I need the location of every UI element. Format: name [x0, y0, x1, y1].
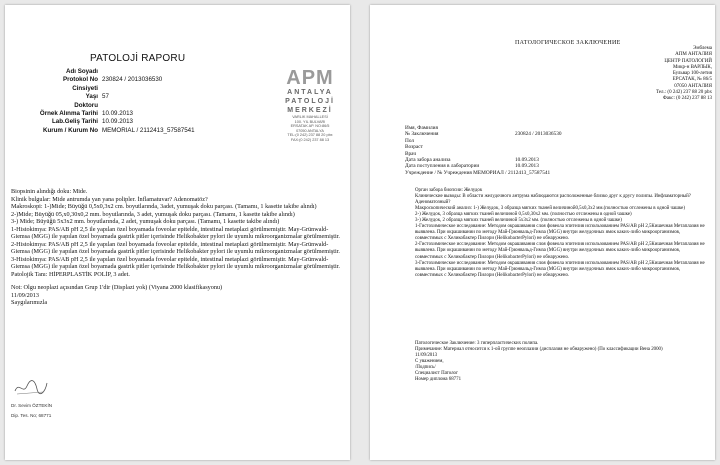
logo-brand-line: ANTALYA: [287, 89, 333, 96]
report-paragraph: 2-) Желудок, 3 образца мягких тканей величиной 0,5x0,30x2 мм. (полностью отслежены в одной чашке): [415, 212, 632, 218]
field-value: 230824 / 2013036530: [102, 76, 163, 84]
info-row: [405, 170, 705, 176]
field-value: 10.09.2013: [515, 163, 539, 170]
report-paragraph: 2-Histokimya: PAS/AB pH 2,5 ile yapılan özel boyamada foveolar epitelde, intestinal metaplazi görülmemiştir. May-Grünwald-Giemsa (MGG) ile yapılan özel boyamada gastrik pitler içerisinde Helikobakter pylori ile uyumlu mikroorganizmalar görülmemiştir.: [11, 240, 340, 255]
logo-address-line: FAX:(0 242) 237 88 13: [290, 137, 330, 142]
closing-block: [415, 341, 675, 383]
address-line: Бульвар 100-летия: [672, 71, 712, 77]
field-label: Protokol No: [62, 76, 98, 84]
info-row: [5, 127, 235, 135]
closing-line: Специалист Патолог: [415, 371, 459, 377]
closing-line: 11/09/2013: [415, 353, 438, 359]
field-label: Yaşı: [85, 93, 98, 101]
report-title: PATOLOJİ RAPORU: [90, 53, 186, 64]
field-label: Пол: [405, 137, 415, 144]
apm-logo: [276, 68, 344, 143]
address-line: ЦЕНТР ПАТОЛОГИЙ: [664, 58, 712, 64]
report-paragraph: Patolojik Tanı: HİPERPLASTİK POLİP, 3 adet.: [11, 270, 130, 278]
patient-info: [5, 68, 235, 135]
report-paragraph: 3-) Желудок, 2 образца мягких тканей величиной 5x3x2 мм. (полностью отслежены в одной чашке): [415, 218, 622, 224]
report-paragraph: Клинические выводы: В области желудочного антрума наблюдаются расположенные близко друг к другу полипы. Инфламаторный? Аденоматозный?: [415, 194, 691, 206]
diploma-number: Dip. Tes. No; 68771: [11, 413, 52, 418]
field-value: 10.09.2013: [515, 156, 539, 163]
address-line: Микр-н ВАРЛЫК,: [672, 64, 712, 70]
logo-brand-line: MERKEZİ: [287, 107, 333, 114]
address-line: АПМ АНТАЛИЯ: [675, 52, 712, 58]
report-paragraph: Not: Olgu neoplazi açısından Grup 1'dir (Displazi yok) (Viyana 2000 klasifikasyonu): [11, 284, 223, 291]
info-row: [5, 85, 235, 93]
logo-address-line: TEL:(0 242) 237 88 20 pbx: [287, 133, 333, 138]
field-label: Kurum / Kurum No: [43, 126, 98, 134]
signature-scrawl-icon: [13, 377, 49, 397]
report-paragraph: 11/09/2013: [11, 291, 39, 299]
logo-address-line: ERSATAK AP. NO:86/5: [290, 124, 330, 129]
report-body: [415, 188, 705, 279]
report-paragraph: Biopsinin alındığı doku: Mide.: [11, 188, 88, 195]
field-label: Lab.Geliş Tarihi: [52, 118, 98, 126]
closing-line: Номер диплома 68771: [415, 377, 462, 383]
turkish-report-page: [5, 5, 350, 460]
field-label: Doktoru: [74, 101, 98, 109]
info-row: [5, 118, 235, 126]
address-line: ЕРСАТАК, № 86/5: [672, 77, 712, 83]
report-paragraph: 3-) Mide; Büyüğü 5x3x2 mm. boyutlarında, 2 adet, yumuşak doku parçası. (Tamamı, 1 kasette takibe alındı): [11, 218, 280, 225]
field-label: Имя, Фамилия: [405, 125, 438, 131]
report-paragraph: 1-Гистохимическое исследование: Методом окрашивания слоя фовеола эпителия использованием PAS/AB pH 2,5Кишечная Метаплазия не выявлена. При окрашивании по методу Май-Грюнвальд-Гимза (MGG) внутри желудочных ямок каких-либо микроорганизмов, совместимых с Хеликобактер Пилори (HelikobacterPylori) не обнаружено.: [415, 224, 705, 242]
field-value: 57: [102, 93, 109, 101]
report-paragraph: 2-Гистохимическое исследование: Методом окрашивания слоя фовеола эпителия использованием PAS/AB pH 2,5Кишечная Метаплазия не выявлена. При окрашивании по методу Май-Грюнвальд-Гимза (MGG) внутри желудочных ямок каких-либо микроорганизмов, совместимых с Хеликобактер Пилори (HelikobacterPylori) не обнаружено.: [415, 242, 705, 260]
address-line: Эмблема: [693, 46, 712, 51]
russian-report-page: [370, 5, 715, 460]
field-label: № Заключения: [405, 131, 439, 138]
closing-line: С уважением,: [415, 359, 444, 365]
address-line: Факс: (0 242) 237 88 13: [662, 96, 712, 102]
logo-address-line: VARLIK MAHALLESİ: [292, 115, 328, 119]
report-paragraph: Saygılarımızla: [11, 299, 48, 306]
report-paragraph: 2-)Mide; Büyüğü 05,x0,30x0,2 mm. boyutlarında, 3 adet, yumuşak doku parçası. (Tamamı, 1 kasette takibe alındı): [11, 210, 295, 218]
report-body: [11, 188, 345, 307]
field-label: Возраст: [405, 144, 423, 151]
signatory-name: Dr. Sevim ÖZTEKİN: [11, 403, 53, 408]
field-value: 230824 / 2013036530: [515, 131, 562, 138]
field-label: Дата забора анализа: [405, 156, 451, 163]
info-row: [5, 76, 235, 84]
patient-info: [405, 125, 705, 176]
logo-address-line: 07050 ANTALYA: [296, 128, 324, 133]
signature-block: [11, 401, 52, 421]
field-label: Врач: [405, 150, 416, 157]
field-label: Учреждение / № Учреждения МЕМОРИАЛ / 2112413_57587541: [405, 169, 551, 176]
logo-brand-line: PATOLOJİ: [285, 98, 335, 105]
closing-line: Примечание: Материал относится к 1-ой группе неоплазии (дисплазия не обнаружено) (По классификации Вена 2000): [415, 347, 663, 353]
field-label: Örnek Alınma Tarihi: [39, 109, 98, 117]
report-paragraph: Klinik bulgular: Mide antrumda yan yana polipler. İnflamatuvar? Adenomatöz?: [11, 195, 208, 203]
closing-line: /Подпись/: [415, 365, 436, 371]
logo-acronym: APM: [286, 67, 334, 89]
field-label: Cinsiyeti: [72, 84, 98, 92]
report-paragraph: 3-Гистохимическое исследование: Методом окрашивания слоя фовеола эпителия использованием PAS/AB pH 2,5Кишечная Метаплазия не выявлена. При окрашивании по методу Май-Грюнвальд-Гимза (MGG) внутри желудочных ямок каких-либо микроорганизмов, совместимых с Хеликобактер Пилори (HelikobacterPylori) не обнаружено.: [415, 260, 705, 278]
logo-address-line: 100. YIL BULVARI: [294, 119, 326, 124]
report-paragraph: Makroskopi: 1-)Mide; Büyüğü 0,5x0,3x2 cm. boyutlarında, 3adet, yumuşak doku parçası. (Tamamı, 1 kasette takibe alındı): [11, 203, 317, 210]
field-value: 10.09.2013: [102, 109, 133, 117]
address-line: Тел.: (0 242) 237 88 20 pbx: [655, 90, 712, 96]
report-paragraph: 1-Histokimya: PAS/AB pH 2,5 ile yapılan özel boyamada foveolar epitelde, intestinal metaplazi görülmemiştir. May-Grünwald-Giemsa (MGG) ile yapılan özel boyamada gastrik pitler içerisinde Helikobakter pylori ile uyumlu mikroorganizmalar görülmemiştir.: [11, 225, 340, 240]
field-label: Дата поступления в лаборатории: [405, 163, 480, 170]
report-paragraph: Орган забора биопсии: Желудок: [415, 188, 483, 193]
report-title: ПАТОЛОГИЧЕСКОЕ ЗАКЛЮЧЕНИЕ: [515, 40, 621, 46]
address-block: [628, 46, 712, 103]
report-paragraph: 3-Histokimya: PAS/AB pH 2,5 ile yapılan özel boyamada foveolar epitelde, intestinal metaplazi görülmemiştir. May-Grünwald-Giemsa (MGG) ile yapılan özel boyamada gastrik pitler içerisinde Helikobakter pylori ile uyumlu mikroorganizmalar görülmemiştir.: [11, 255, 340, 270]
info-row: [5, 93, 235, 101]
field-value: MEMORIAL / 2112413_57587541: [102, 126, 195, 134]
info-row: [5, 110, 235, 118]
address-line: 07050 АНТАЛИЯ: [674, 83, 712, 89]
field-label: Adı Soyadı: [66, 68, 98, 75]
field-value: 10.09.2013: [102, 118, 133, 126]
info-row: [5, 68, 235, 76]
closing-line: Патологическое Заключение: 3 гиперпластических полипа.: [415, 341, 539, 346]
info-row: [5, 102, 235, 110]
report-paragraph: Макроскопический анализ: 1-) Желудок, 3 образца мягких тканей величиной0,5x0,3x2 мм.(полностью отслежены в одной чашке): [415, 206, 685, 212]
